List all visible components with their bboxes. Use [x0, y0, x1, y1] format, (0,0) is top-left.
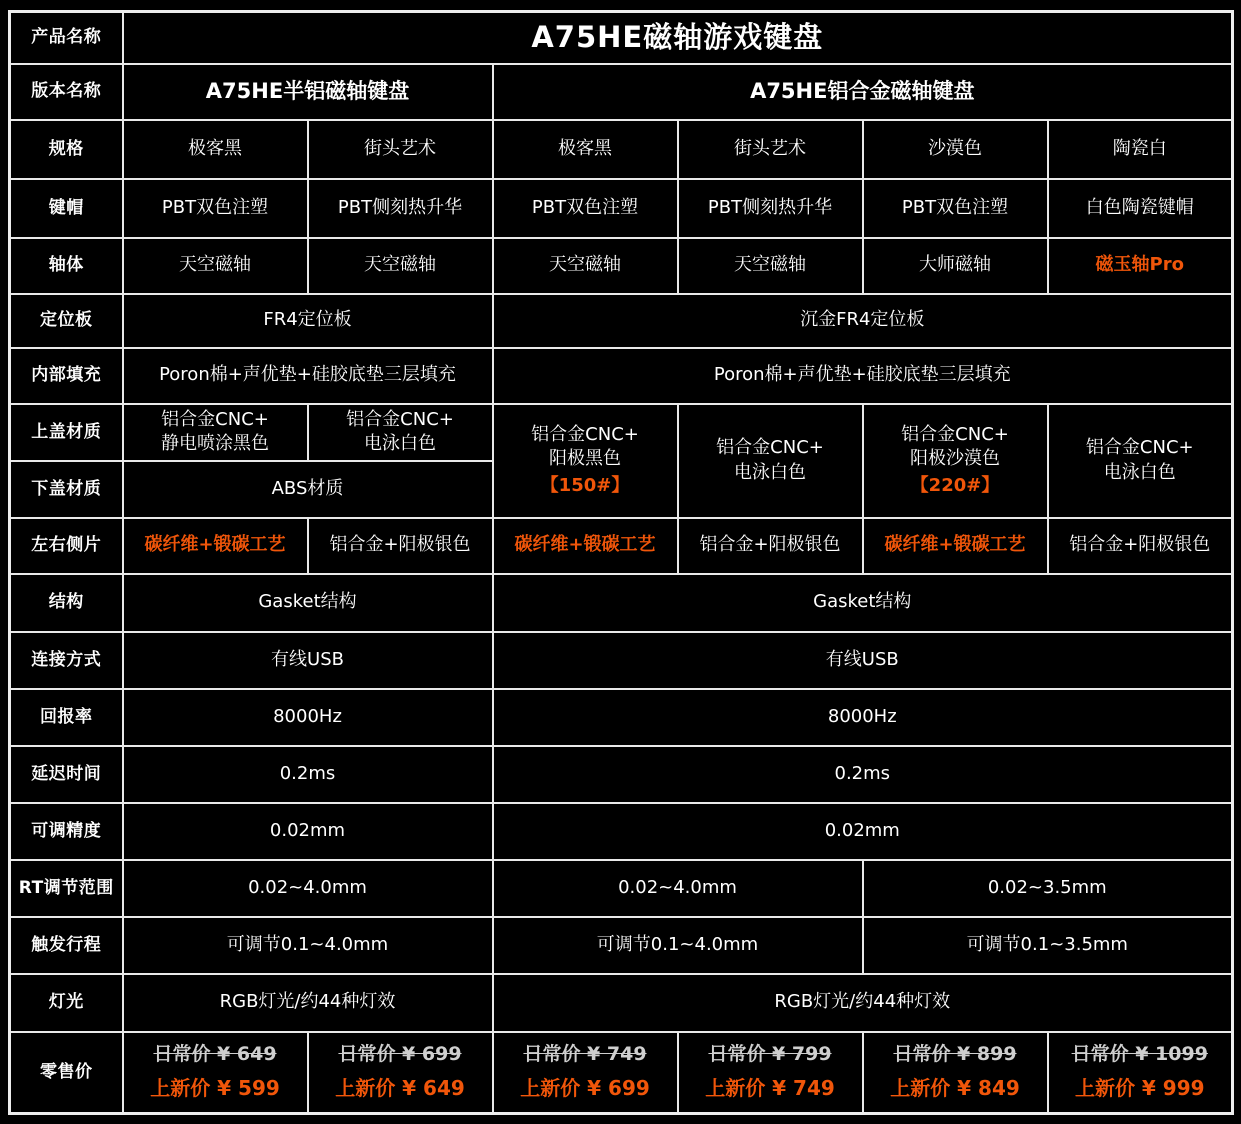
bottom-case-label: 下盖材质 — [10, 461, 123, 518]
product-title: A75HE磁轴游戏键盘 — [123, 12, 1233, 64]
price-cell-6-regular: 日常价 ¥ 1099 — [1071, 1043, 1208, 1066]
row-lighting — [10, 974, 1233, 1032]
side-panels-cell-2: 铝合金+阳极银色 — [308, 518, 493, 574]
spec-cell-1: 极客黑 — [123, 120, 308, 179]
precision-cell-half: 0.02mm — [123, 803, 493, 860]
top-case-cell-2-line1: 铝合金CNC+ — [346, 408, 454, 430]
connection-cell-half: 有线USB — [123, 632, 493, 689]
product-name-label: 产品名称 — [10, 12, 123, 64]
version-name-label: 版本名称 — [10, 64, 123, 120]
price-cell-1 — [123, 1032, 308, 1114]
plate-label: 定位板 — [10, 294, 123, 348]
connection-label: 连接方式 — [10, 632, 123, 689]
row-rt-range — [10, 860, 1233, 917]
top-case-cell-1-line2: 静电喷涂黑色 — [161, 433, 269, 454]
price-label: 零售价 — [10, 1032, 123, 1114]
price-cell-2 — [308, 1032, 493, 1114]
plate-cell-alu: 沉金FR4定位板 — [493, 294, 1233, 348]
top-case-cell-6 — [1048, 404, 1233, 518]
keycap-label: 键帽 — [10, 179, 123, 238]
switch-cell-1: 天空磁轴 — [123, 238, 308, 294]
keycap-cell-1: PBT双色注塑 — [123, 179, 308, 238]
price-cell-2-new: 上新价 ¥ 649 — [335, 1076, 465, 1101]
top-case-cell-6-line1: 铝合金CNC+ — [1085, 437, 1194, 459]
top-case-cell-4-line1: 铝合金CNC+ — [716, 437, 824, 459]
latency-label: 延迟时间 — [10, 746, 123, 803]
polling-rate-cell-half: 8000Hz — [123, 689, 493, 746]
top-case-cell-5-line2: 阳极沙漠色 — [910, 448, 1000, 470]
latency-cell-half: 0.2ms — [123, 746, 493, 803]
row-polling-rate — [10, 689, 1233, 746]
keycap-cell-3: PBT双色注塑 — [493, 179, 678, 238]
version-half-alu: A75HE半铝磁轴键盘 — [123, 64, 493, 120]
side-panels-cell-4: 铝合金+阳极银色 — [678, 518, 863, 574]
top-case-cell-5 — [863, 404, 1048, 518]
keycap-cell-2: PBT侧刻热升华 — [308, 179, 493, 238]
price-cell-6 — [1048, 1032, 1233, 1114]
row-price — [10, 1032, 1233, 1114]
top-case-cell-2 — [308, 404, 493, 461]
rt-range-cell-half: 0.02~4.0mm — [123, 860, 493, 917]
row-top-case — [10, 404, 1233, 461]
structure-cell-alu: Gasket结构 — [493, 574, 1233, 632]
top-case-cell-3 — [493, 404, 678, 518]
price-cell-4 — [678, 1032, 863, 1114]
price-cell-5-new: 上新价 ¥ 849 — [890, 1076, 1020, 1101]
row-precision — [10, 803, 1233, 860]
top-case-cell-1 — [123, 404, 308, 461]
lighting-cell-half: RGB灯光/约44种灯效 — [123, 974, 493, 1032]
version-alu: A75HE铝合金磁轴键盘 — [493, 64, 1233, 120]
keycap-cell-5: PBT双色注塑 — [863, 179, 1048, 238]
row-travel — [10, 917, 1233, 974]
side-panels-label: 左右侧片 — [10, 518, 123, 574]
top-case-cell-5-grade-tag: 【220#】 — [910, 474, 1000, 496]
price-cell-1-regular: 日常价 ¥ 649 — [153, 1043, 277, 1066]
switch-cell-3: 天空磁轴 — [493, 238, 678, 294]
precision-cell-alu: 0.02mm — [493, 803, 1233, 860]
plate-cell-half: FR4定位板 — [123, 294, 493, 348]
keycap-cell-4: PBT侧刻热升华 — [678, 179, 863, 238]
row-latency — [10, 746, 1233, 803]
switch-label: 轴体 — [10, 238, 123, 294]
bottom-case-cell-half: ABS材质 — [123, 461, 493, 518]
filling-cell-half: Poron棉+声优垫+硅胶底垫三层填充 — [123, 348, 493, 404]
precision-label: 可调精度 — [10, 803, 123, 860]
price-cell-4-regular: 日常价 ¥ 799 — [708, 1043, 832, 1066]
row-filling — [10, 348, 1233, 404]
filling-label: 内部填充 — [10, 348, 123, 404]
price-cell-5-regular: 日常价 ¥ 899 — [893, 1043, 1017, 1066]
latency-cell-alu: 0.2ms — [493, 746, 1233, 803]
travel-label: 触发行程 — [10, 917, 123, 974]
connection-cell-alu: 有线USB — [493, 632, 1233, 689]
row-keycap — [10, 179, 1233, 238]
top-case-cell-4 — [678, 404, 863, 518]
spec-cell-3: 极客黑 — [493, 120, 678, 179]
row-product-name — [10, 12, 1233, 64]
structure-label: 结构 — [10, 574, 123, 632]
top-case-cell-4-line2: 电泳白色 — [734, 461, 806, 483]
top-case-cell-5-line1: 铝合金CNC+ — [901, 424, 1009, 446]
price-cell-6-new: 上新价 ¥ 999 — [1074, 1076, 1205, 1101]
top-case-cell-6-line2: 电泳白色 — [1103, 461, 1176, 483]
row-side-panels — [10, 518, 1233, 574]
price-cell-1-new: 上新价 ¥ 599 — [150, 1076, 280, 1101]
rt-range-cell-alu-1: 0.02~4.0mm — [493, 860, 863, 917]
keycap-cell-6: 白色陶瓷键帽 — [1048, 179, 1233, 238]
top-case-cell-3-line2: 阳极黑色 — [549, 448, 621, 470]
switch-cell-5: 大师磁轴 — [863, 238, 1048, 294]
switch-cell-2: 天空磁轴 — [308, 238, 493, 294]
row-spec — [10, 120, 1233, 179]
top-case-cell-3-line1: 铝合金CNC+ — [531, 424, 639, 446]
spec-cell-6: 陶瓷白 — [1048, 120, 1233, 179]
polling-rate-label: 回报率 — [10, 689, 123, 746]
rt-range-label: RT调节范围 — [10, 860, 123, 917]
row-version-name — [10, 64, 1233, 120]
row-switch — [10, 238, 1233, 294]
filling-cell-alu: Poron棉+声优垫+硅胶底垫三层填充 — [493, 348, 1233, 404]
structure-cell-half: Gasket结构 — [123, 574, 493, 632]
row-connection — [10, 632, 1233, 689]
switch-cell-6-highlight: 磁玉轴Pro — [1048, 238, 1233, 294]
travel-cell-alu-1: 可调节0.1~4.0mm — [493, 917, 863, 974]
price-cell-3 — [493, 1032, 678, 1114]
rt-range-cell-alu-2: 0.02~3.5mm — [863, 860, 1233, 917]
travel-cell-half: 可调节0.1~4.0mm — [123, 917, 493, 974]
polling-rate-cell-alu: 8000Hz — [493, 689, 1233, 746]
spec-label: 规格 — [10, 120, 123, 179]
row-structure — [10, 574, 1233, 632]
side-panels-cell-6: 铝合金+阳极银色 — [1048, 518, 1233, 574]
price-cell-3-new: 上新价 ¥ 699 — [520, 1076, 650, 1101]
top-case-cell-2-line2: 电泳白色 — [364, 433, 436, 454]
row-plate — [10, 294, 1233, 348]
side-panels-cell-3-highlight: 碳纤维+锻碳工艺 — [493, 518, 678, 574]
price-cell-4-new: 上新价 ¥ 749 — [705, 1076, 835, 1101]
top-case-cell-3-grade-tag: 【150#】 — [540, 474, 630, 496]
travel-cell-alu-2: 可调节0.1~3.5mm — [863, 917, 1233, 974]
price-cell-5 — [863, 1032, 1048, 1114]
keyboard-spec-table — [8, 10, 1234, 1115]
top-case-cell-1-line1: 铝合金CNC+ — [161, 408, 269, 430]
side-panels-cell-5-highlight: 碳纤维+锻碳工艺 — [863, 518, 1048, 574]
price-cell-2-regular: 日常价 ¥ 699 — [338, 1043, 462, 1066]
lighting-label: 灯光 — [10, 974, 123, 1032]
top-case-label: 上盖材质 — [10, 404, 123, 461]
spec-cell-2: 街头艺术 — [308, 120, 493, 179]
lighting-cell-alu: RGB灯光/约44种灯效 — [493, 974, 1233, 1032]
spec-cell-5: 沙漠色 — [863, 120, 1048, 179]
side-panels-cell-1-highlight: 碳纤维+锻碳工艺 — [123, 518, 308, 574]
switch-cell-4: 天空磁轴 — [678, 238, 863, 294]
spec-cell-4: 街头艺术 — [678, 120, 863, 179]
price-cell-3-regular: 日常价 ¥ 749 — [523, 1043, 647, 1066]
